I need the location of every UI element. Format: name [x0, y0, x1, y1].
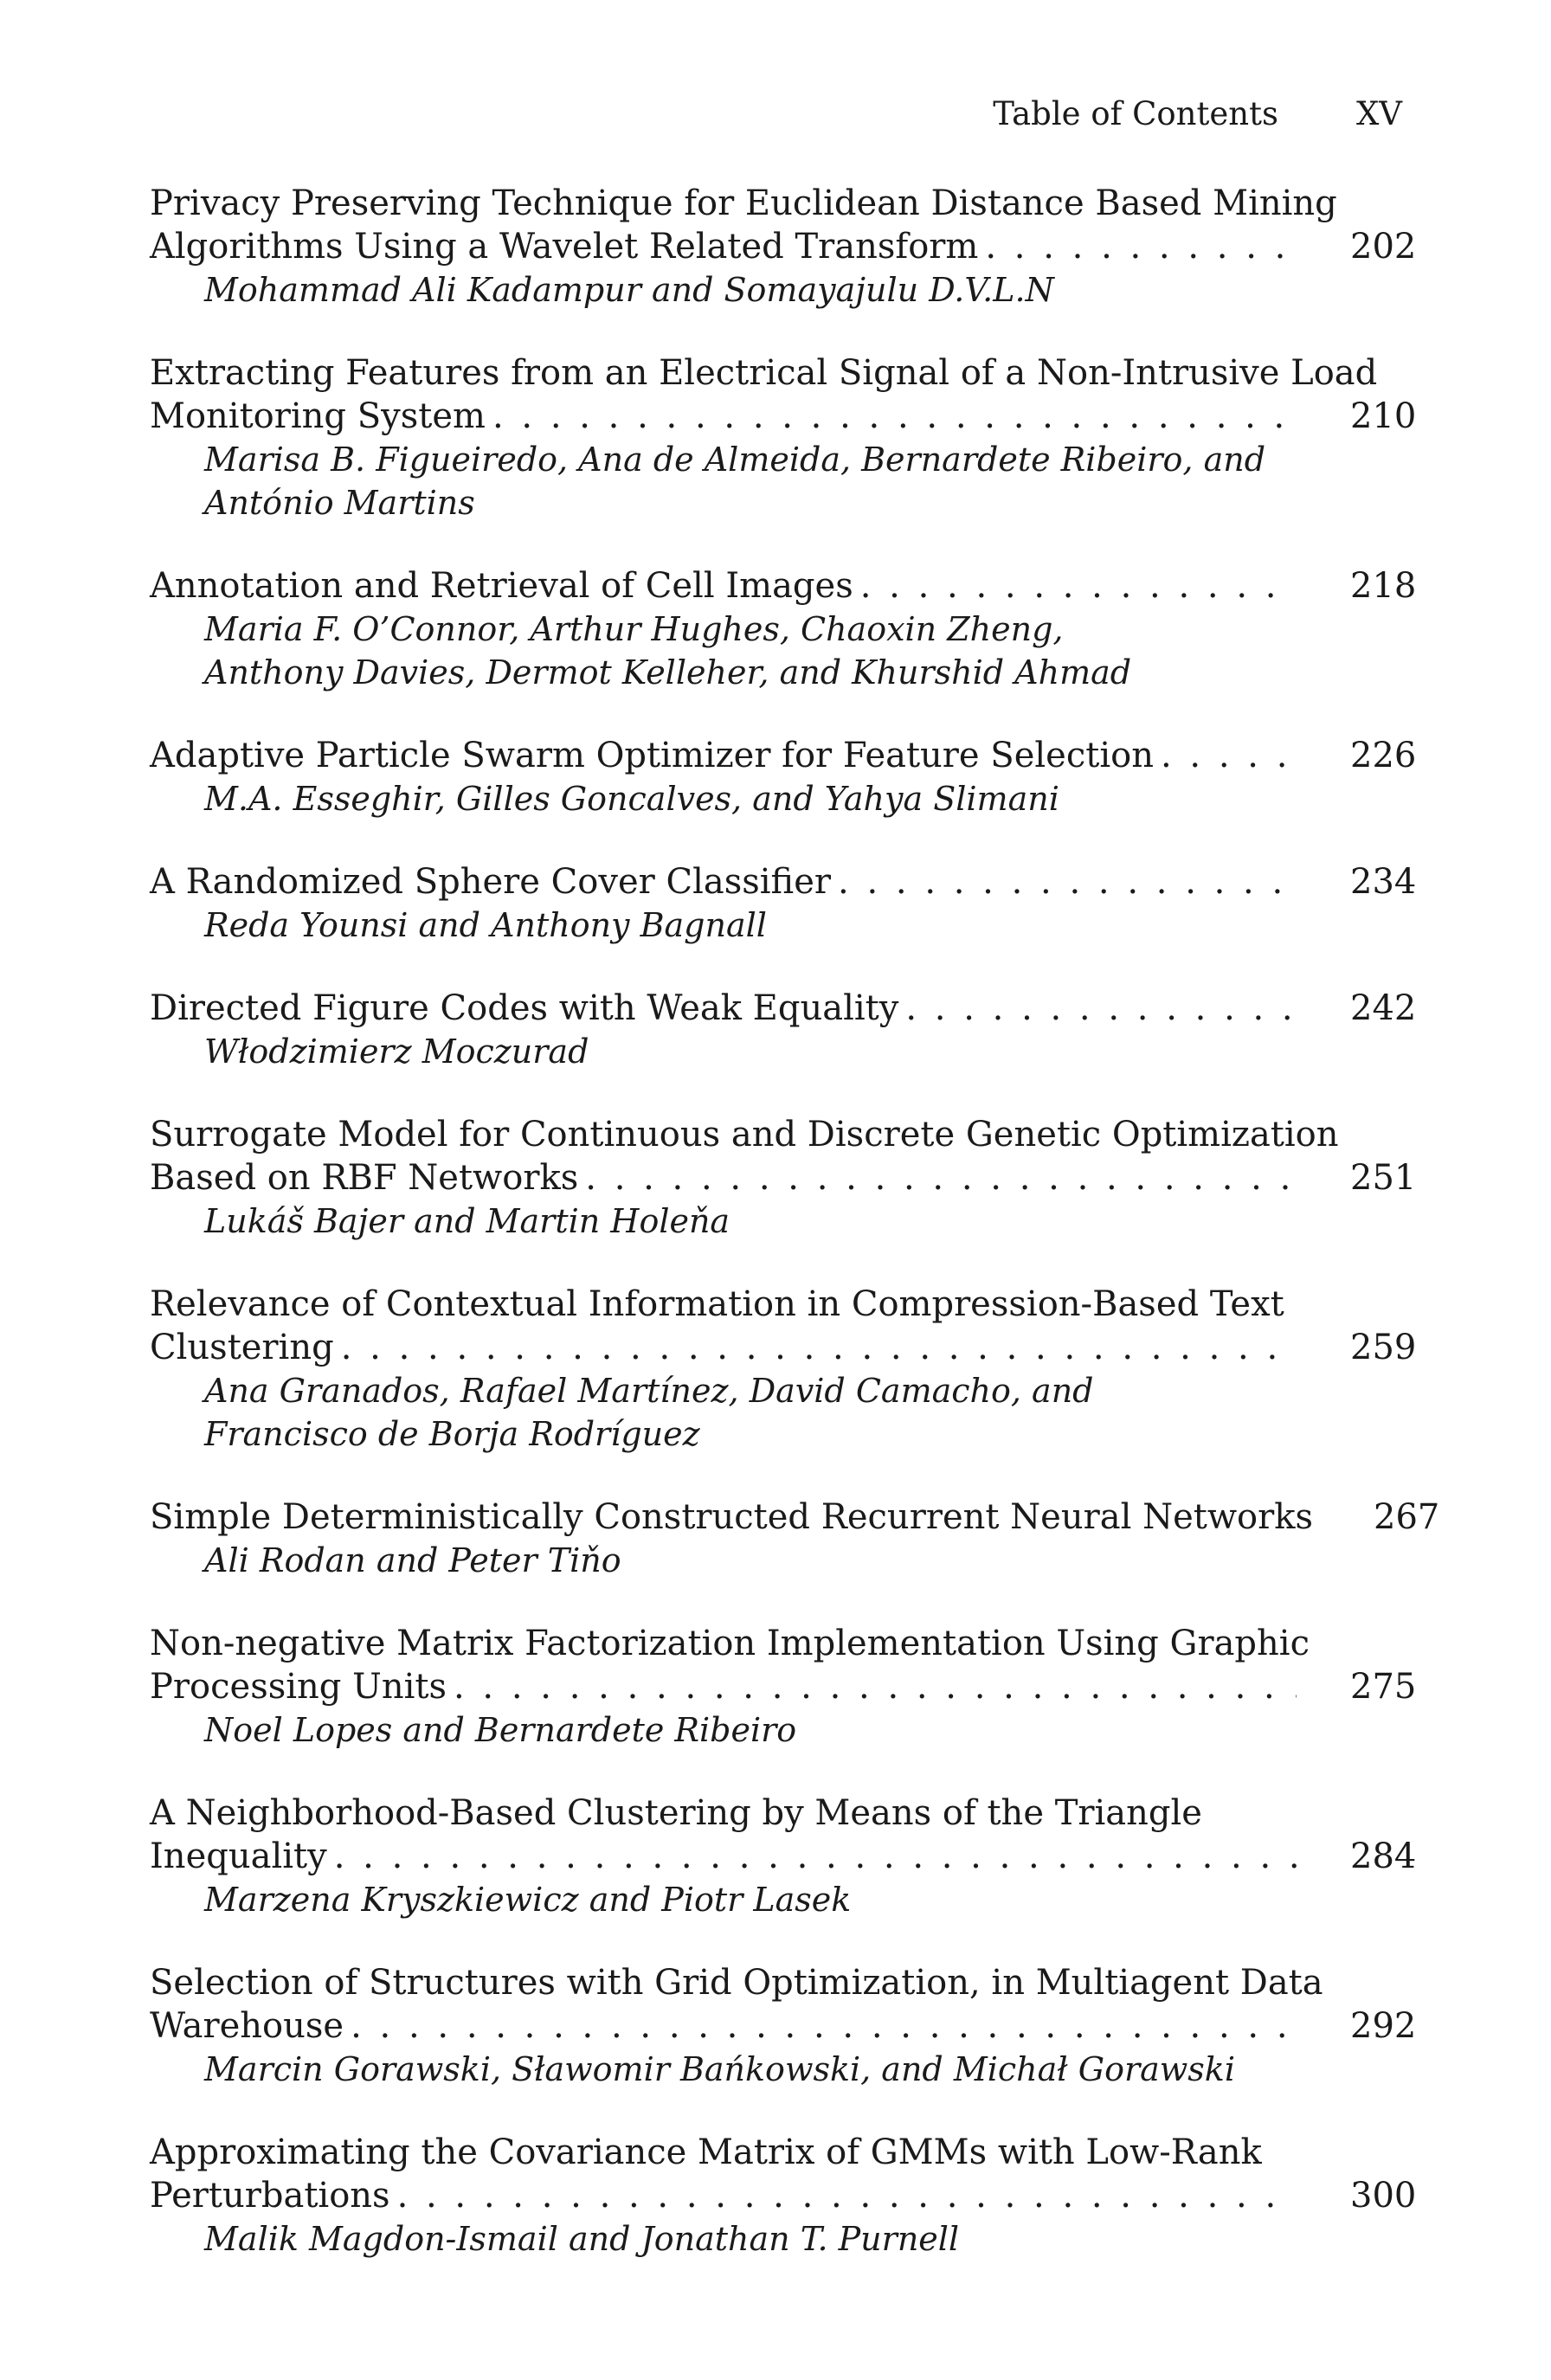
entry-title-text: Warehouse — [150, 2006, 344, 2046]
entry-title-line: Surrogate Model for Continuous and Discrete Genetic Optimization — [150, 1115, 1339, 1155]
entry-authors: Marisa B. Figueiredo, Ana de Almeida, Bernardete Ribeiro, and — [204, 441, 1266, 479]
entry-page-number: 284 — [1350, 1836, 1417, 1876]
entry-title-line: Non-negative Matrix Factorization Implementation Using Graphic — [150, 1624, 1310, 1663]
entry-page-number: 267 — [1374, 1497, 1440, 1537]
entry-title-last-line — [150, 1156, 1417, 1200]
entry-title-last-line — [150, 1835, 1417, 1878]
entry-page-number: 242 — [1350, 988, 1417, 1028]
dot-leader — [860, 564, 1297, 608]
entry-authors: António Martins — [204, 484, 475, 522]
toc-entry[interactable] — [150, 2131, 1417, 2261]
dot-leader — [905, 987, 1297, 1030]
entry-title-text: Monitoring System — [150, 396, 486, 436]
entry-title-text: Based on RBF Networks — [150, 1158, 579, 1198]
dot-leader — [334, 1835, 1297, 1878]
entry-title-last-line — [150, 1326, 1417, 1369]
entry-page-number: 292 — [1350, 2006, 1417, 2046]
dot-leader — [397, 2174, 1297, 2217]
entry-title-last-line — [150, 734, 1417, 777]
entry-authors: M.A. Esseghir, Gilles Goncalves, and Yahya Slimani — [204, 780, 1059, 818]
dot-leader — [351, 2004, 1297, 2048]
entry-title-last-line — [150, 1496, 1440, 1539]
toc-entry[interactable] — [150, 1961, 1417, 2091]
entry-authors: Ali Rodan and Peter Tiňo — [204, 1541, 621, 1579]
entry-title-line: Extracting Features from an Electrical Signal of a Non-Intrusive Load — [150, 353, 1378, 393]
entry-title-text: Perturbations — [150, 2176, 390, 2216]
dot-leader — [985, 225, 1297, 268]
entry-title-text: Annotation and Retrieval of Cell Images — [150, 566, 853, 606]
running-head-title: Table of Contents — [993, 95, 1278, 132]
entry-authors: Włodzimierz Moczurad — [204, 1032, 589, 1071]
entry-authors: Ana Granados, Rafael Martínez, David Camacho, and — [204, 1372, 1094, 1410]
entry-authors: Francisco de Borja Rodríguez — [204, 1415, 700, 1453]
toc-entry[interactable] — [150, 1283, 1417, 1456]
toc-entry[interactable] — [150, 351, 1417, 524]
dot-leader — [1161, 734, 1297, 777]
entry-page-number: 202 — [1350, 227, 1417, 267]
entry-page-number: 251 — [1350, 1158, 1417, 1198]
entry-authors: Marcin Gorawski, Sławomir Bańkowski, and Michał Gorawski — [204, 2050, 1235, 2088]
entry-authors: Reda Younsi and Anthony Bagnall — [204, 906, 767, 944]
entry-title-line: Privacy Preserving Technique for Euclidean Distance Based Mining — [150, 183, 1337, 223]
dot-leader — [838, 860, 1297, 904]
entry-title-line: Relevance of Contextual Information in Compression-Based Text — [150, 1284, 1284, 1324]
entry-title-line: Selection of Structures with Grid Optimization, in Multiagent Data — [150, 1963, 1323, 2003]
dot-leader — [341, 1326, 1297, 1369]
toc-entry[interactable] — [150, 564, 1417, 694]
entry-authors: Malik Magdon-Ismail and Jonathan T. Purnell — [204, 2220, 960, 2258]
entry-title-text: A Randomized Sphere Cover Classifier — [150, 862, 832, 902]
entry-title-last-line — [150, 860, 1417, 904]
entry-title-last-line — [150, 987, 1417, 1030]
toc-entry[interactable] — [150, 1113, 1417, 1243]
toc-entry[interactable] — [150, 1791, 1417, 1921]
dot-leader — [585, 1156, 1297, 1200]
toc-entry[interactable] — [150, 1622, 1417, 1752]
entry-authors: Lukáš Bajer and Martin Holeňa — [204, 1202, 730, 1240]
entry-authors: Mohammad Ali Kadampur and Somayajulu D.V.L.N — [204, 271, 1054, 309]
entry-title-last-line — [150, 2004, 1417, 2048]
dot-leader — [492, 395, 1297, 438]
toc-entry[interactable] — [150, 182, 1417, 312]
entry-authors: Noel Lopes and Bernardete Ribeiro — [204, 1711, 797, 1749]
entry-page-number: 218 — [1350, 566, 1417, 606]
entry-page-number: 210 — [1350, 396, 1417, 436]
entry-title-last-line — [150, 395, 1417, 438]
table-of-contents — [150, 182, 1440, 2300]
entry-title-text: Directed Figure Codes with Weak Equality — [150, 988, 899, 1028]
entry-authors: Anthony Davies, Dermot Kelleher, and Khurshid Ahmad — [204, 653, 1132, 691]
entry-title-last-line — [150, 2174, 1417, 2217]
entry-title-last-line — [150, 1665, 1417, 1708]
entry-title-text: Inequality — [150, 1836, 327, 1876]
entry-title-text: Processing Units — [150, 1667, 447, 1707]
dot-leader — [454, 1665, 1297, 1708]
toc-entry[interactable] — [150, 1496, 1440, 1582]
entry-page-number: 234 — [1350, 862, 1417, 902]
toc-entry[interactable] — [150, 987, 1417, 1073]
entry-page-number: 226 — [1350, 736, 1417, 775]
entry-page-number: 275 — [1350, 1667, 1417, 1707]
entry-title-last-line — [150, 564, 1417, 608]
entry-page-number: 259 — [1350, 1328, 1417, 1367]
entry-title-last-line — [150, 225, 1417, 268]
running-head — [993, 93, 1402, 135]
toc-entry[interactable] — [150, 734, 1417, 820]
entry-title-text: Clustering — [150, 1328, 334, 1367]
page-number: XV — [1355, 95, 1402, 132]
entry-page-number: 300 — [1350, 2176, 1417, 2216]
toc-entry[interactable] — [150, 860, 1417, 947]
entry-title-text: Simple Deterministically Constructed Recurrent Neural Networks — [150, 1497, 1314, 1537]
entry-authors: Marzena Kryszkiewicz and Piotr Lasek — [204, 1881, 852, 1919]
entry-title-line: A Neighborhood-Based Clustering by Means of the Triangle — [150, 1793, 1202, 1833]
entry-title-text: Algorithms Using a Wavelet Related Transform — [150, 227, 979, 267]
entry-authors: Maria F. O’Connor, Arthur Hughes, Chaoxin Zheng, — [204, 610, 1064, 648]
entry-title-text: Adaptive Particle Swarm Optimizer for Feature Selection — [150, 736, 1154, 775]
entry-title-line: Approximating the Covariance Matrix of GMMs with Low-Rank — [150, 2132, 1262, 2172]
